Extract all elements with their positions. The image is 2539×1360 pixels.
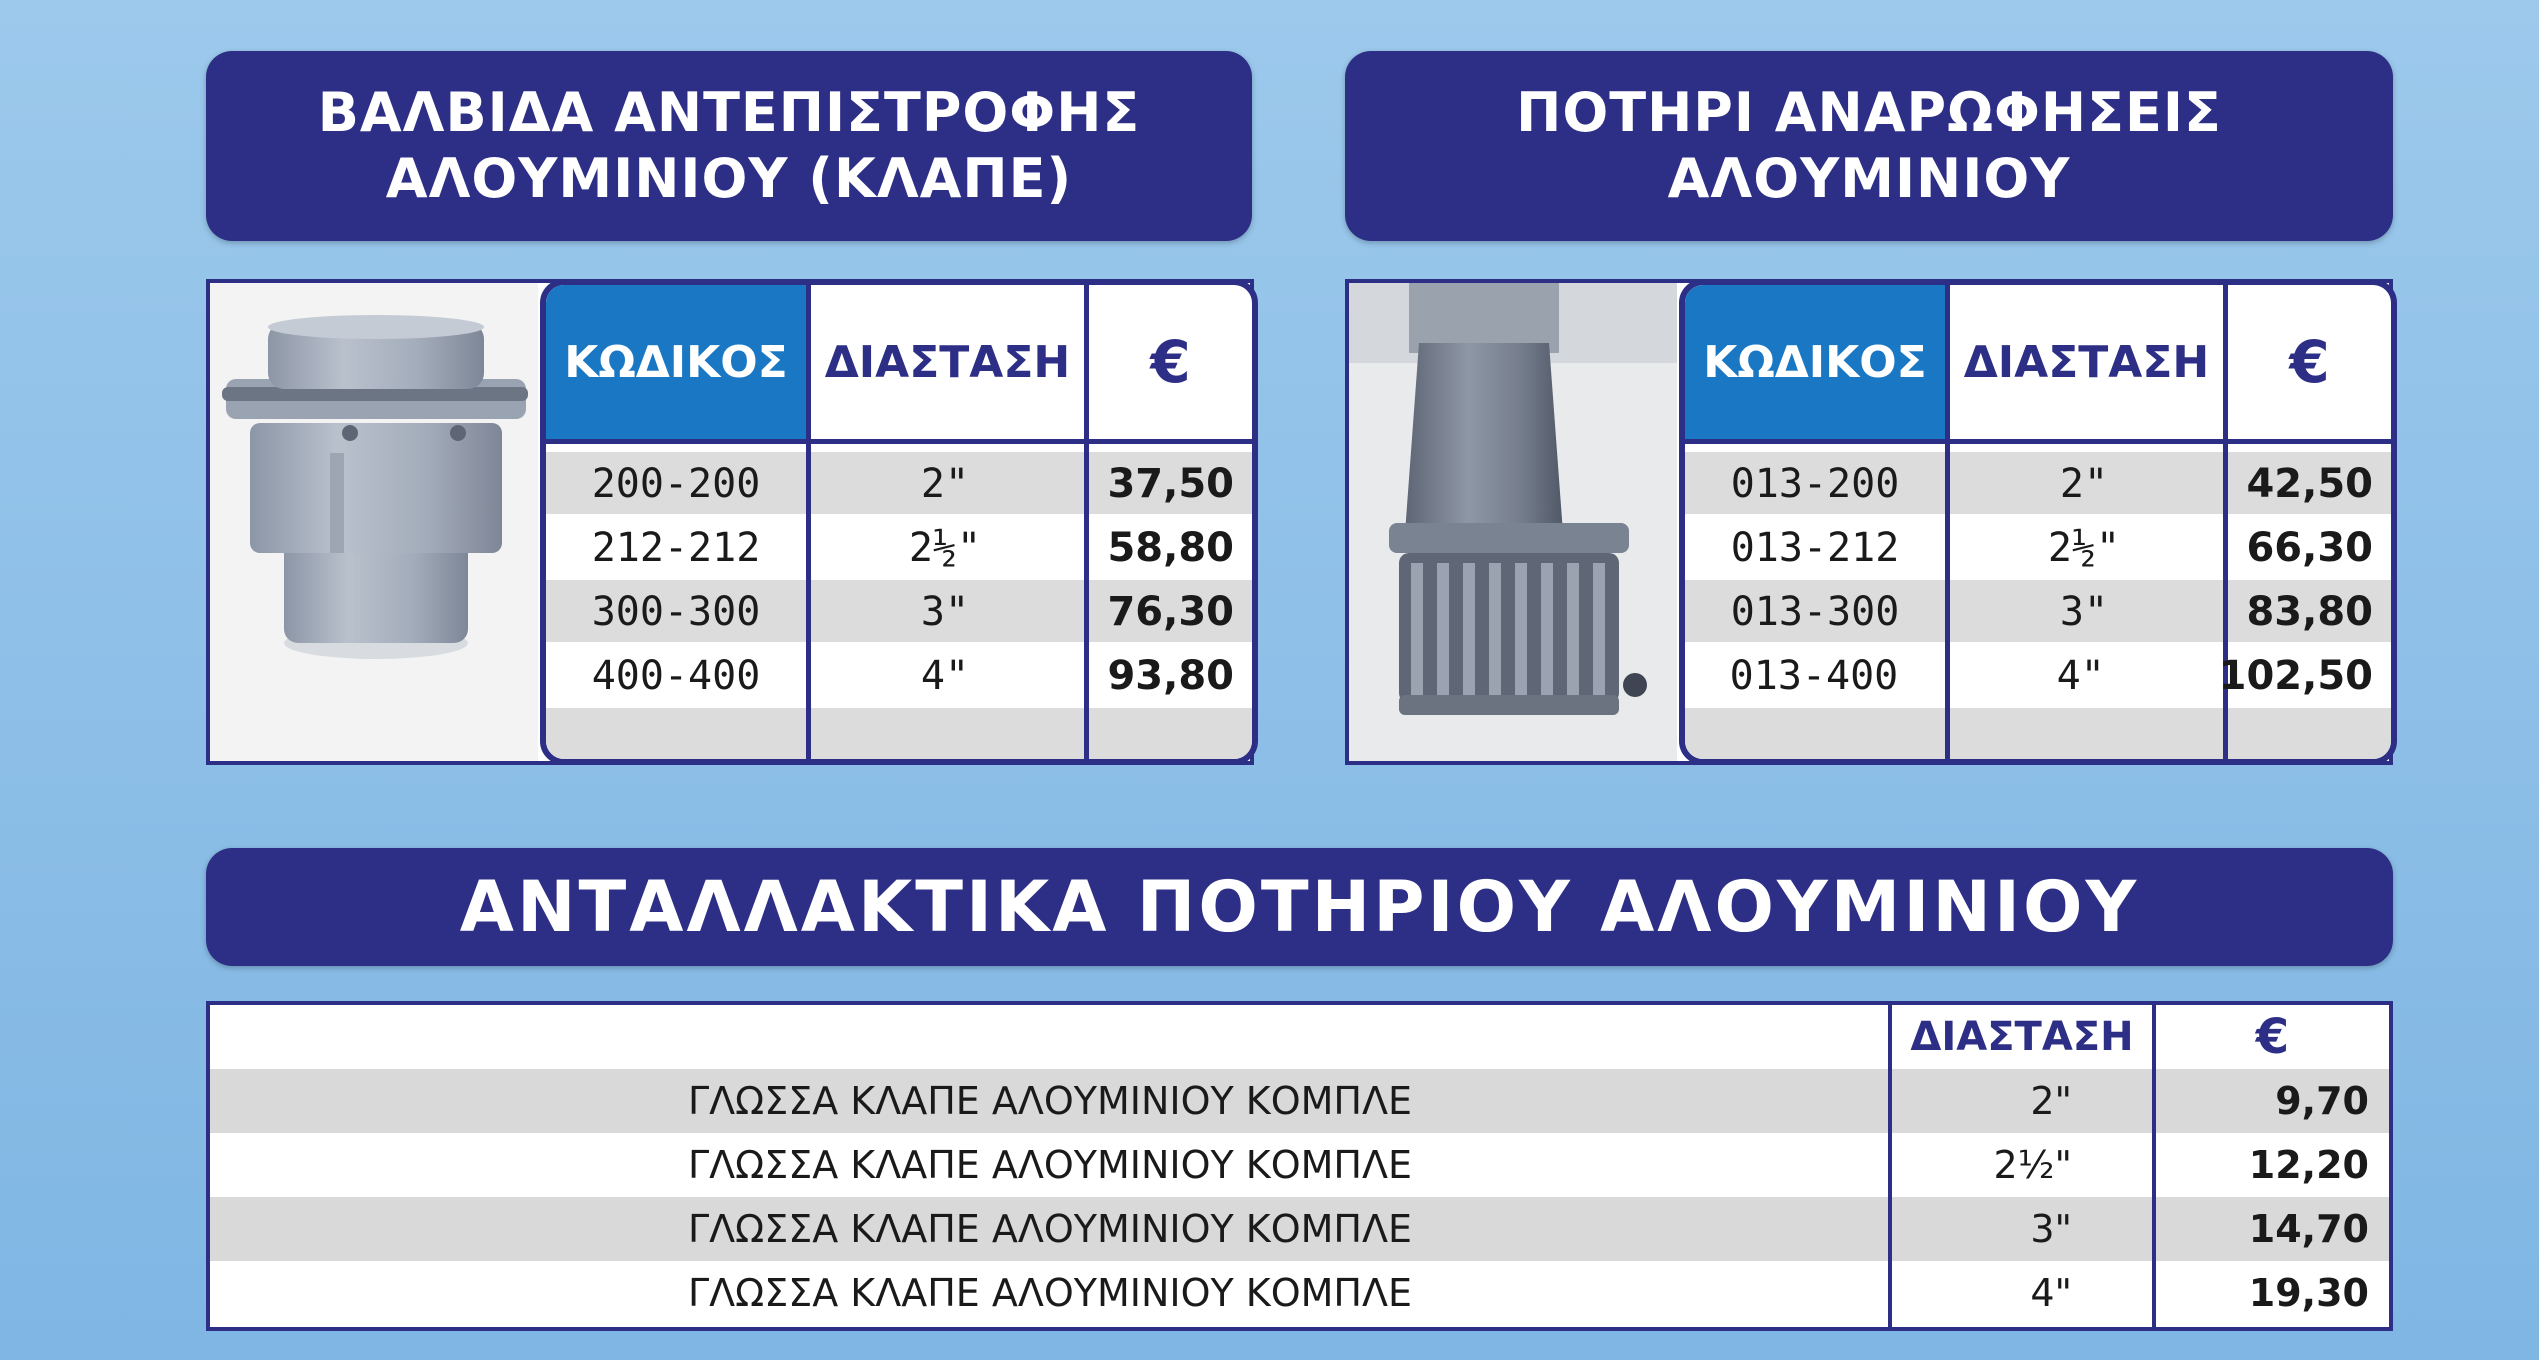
valve-section-title: [206, 51, 1252, 241]
header-dimension: ΔΙΑΣΤΑΣΗ: [1910, 1014, 2134, 1060]
row-code: 212-212: [591, 525, 761, 571]
table-row: [1685, 644, 2391, 708]
row-price: 93,80: [1107, 653, 1234, 699]
row-dimension: 4": [2030, 1271, 2072, 1315]
row-dimension: 4": [2056, 653, 2105, 699]
row-description: ΓΛΩΣΣΑ ΚΛΑΠΕ ΑΛΟΥΜΙΝΙΟΥ ΚΟΜΠΛΕ: [687, 1207, 1412, 1251]
row-price: 42,50: [2246, 461, 2373, 507]
table-row: [1685, 580, 2391, 644]
foot-table-header: [1685, 285, 2391, 439]
foot-valve-photo: [1349, 283, 1677, 761]
row-dimension: 2": [2059, 461, 2109, 507]
row-price: 19,30: [2248, 1271, 2369, 1315]
header-dimension: ΔΙΑΣΤΑΣΗ: [1945, 285, 2223, 439]
row-price: 83,80: [2246, 589, 2373, 635]
table-row: [210, 1133, 2389, 1197]
header-code: ΚΩΔΙΚΟΣ: [1685, 285, 1945, 439]
foot-title-line2: ΑΛΟΥΜΙΝΙΟΥ: [1667, 147, 2071, 210]
row-code: 013-400: [1729, 653, 1899, 699]
row-price: 58,80: [1107, 525, 1234, 571]
header-euro: €: [2255, 1009, 2290, 1065]
header-euro: €: [1084, 285, 1252, 439]
spares-section-title: [206, 848, 2393, 966]
valve-table-header: [546, 285, 1252, 439]
row-price: 102,50: [2218, 653, 2373, 699]
check-valve-photo: [210, 283, 538, 761]
header-dimension: ΔΙΑΣΤΑΣΗ: [806, 285, 1084, 439]
row-dimension: 2½": [1993, 1143, 2072, 1187]
row-price: 12,20: [2248, 1143, 2369, 1187]
header-code: ΚΩΔΙΚΟΣ: [546, 285, 806, 439]
row-dimension: 3": [2030, 1207, 2072, 1251]
foot-title-line1: ΠΟΤΗΡΙ ΑΝΑΡΩΦΗΣΕΙΣ: [1516, 81, 2222, 144]
table-row: [1685, 452, 2391, 516]
table-row: [210, 1069, 2389, 1133]
foot-table-body: [1685, 439, 2391, 759]
table-row: [546, 452, 1252, 516]
row-price: 76,30: [1107, 589, 1234, 635]
row-price: 9,70: [2275, 1079, 2369, 1123]
table-row: [546, 580, 1252, 644]
valve-title-line2: ΑΛΟΥΜΙΝΙΟΥ (ΚΛΑΠΕ): [385, 147, 1073, 210]
table-row: [1685, 516, 2391, 580]
valve-product-card: [206, 279, 1254, 765]
row-dimension: 3": [2059, 589, 2109, 635]
row-dimension: 2": [920, 461, 970, 507]
row-description: ΓΛΩΣΣΑ ΚΛΑΠΕ ΑΛΟΥΜΙΝΙΟΥ ΚΟΜΠΛΕ: [687, 1143, 1412, 1187]
row-dimension: 2": [2030, 1079, 2072, 1123]
spares-price-table: [206, 1001, 2393, 1331]
row-dimension: 2½": [908, 525, 982, 571]
row-description: ΓΛΩΣΣΑ ΚΛΑΠΕ ΑΛΟΥΜΙΝΙΟΥ ΚΟΜΠΛΕ: [687, 1271, 1412, 1315]
row-description: ΓΛΩΣΣΑ ΚΛΑΠΕ ΑΛΟΥΜΙΝΙΟΥ ΚΟΜΠΛΕ: [687, 1079, 1412, 1123]
valve-price-table: [540, 279, 1258, 765]
row-code: 013-212: [1730, 525, 1900, 571]
row-price: 14,70: [2248, 1207, 2369, 1251]
spares-title: ΑΝΤΑΛΛΑΚΤΙΚΑ ΠΟΤΗΡΙΟΥ ΑΛΟΥΜΙΝΙΟΥ: [459, 866, 2140, 948]
row-code: 013-300: [1730, 589, 1900, 635]
row-code: 013-200: [1730, 461, 1900, 507]
row-price: 37,50: [1107, 461, 1234, 507]
row-dimension: 3": [920, 589, 970, 635]
spares-table-header: [210, 1005, 2389, 1069]
foot-price-table: [1679, 279, 2397, 765]
table-row: [210, 1261, 2389, 1325]
foot-product-card: [1345, 279, 2393, 765]
foot-section-title: [1345, 51, 2393, 241]
row-code: 400-400: [591, 653, 761, 699]
table-row: [210, 1197, 2389, 1261]
table-row: [546, 644, 1252, 708]
row-price: 66,30: [2246, 525, 2373, 571]
row-dimension: 2½": [2047, 525, 2121, 571]
row-dimension: 4": [920, 653, 970, 699]
valve-title-line1: ΒΑΛΒΙΔΑ ΑΝΤΕΠΙΣΤΡΟΦΗΣ: [317, 81, 1141, 144]
row-code: 300-300: [591, 589, 761, 635]
row-code: 200-200: [591, 461, 761, 507]
table-row: [546, 516, 1252, 580]
valve-table-body: [546, 439, 1252, 759]
header-euro: €: [2223, 285, 2391, 439]
